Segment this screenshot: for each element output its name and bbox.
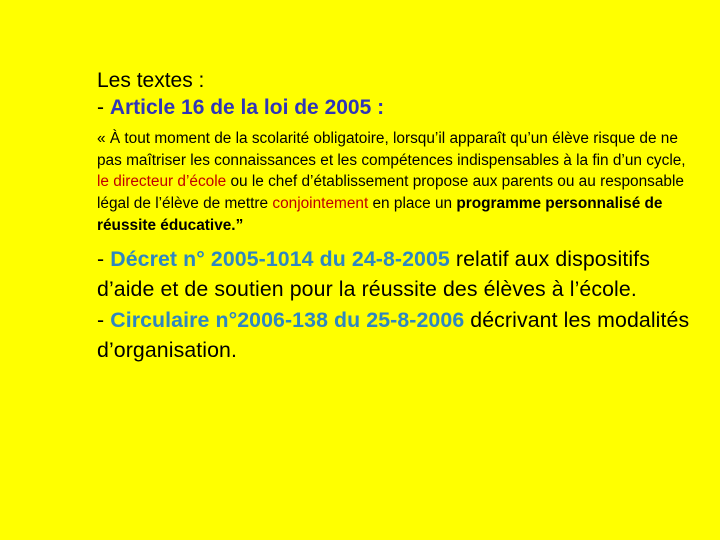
article-prefix: - [97, 96, 110, 119]
slide-content [97, 68, 697, 366]
quote-programme: programme personnalisé de réussite éducative. [97, 195, 663, 234]
circulaire-text: décrivant les modalités d’organisation. [97, 307, 690, 363]
circulaire-title: Circulaire n°2006-138 du 25-8-2006 [110, 307, 465, 332]
quote-part-3: en place un [368, 195, 457, 213]
decret-prefix: - [97, 246, 111, 271]
decret-title: Décret n° 2005-1014 du 24-8-2005 [110, 246, 450, 271]
article-line [97, 94, 697, 122]
quote-closing: ” [235, 216, 244, 234]
decret-text: relatif aux dispositifs d’aide et de soutien pour la réussite des élèves à l’école. [97, 246, 650, 302]
quote-part-1: « À tout moment de la scolarité obligatoire, lorsqu’il apparaît qu’un élève risque de ne pas maîtriser les connaissances et les compétences indispensables à la fin d’un cycle, [97, 130, 686, 169]
quote-directeur: le directeur d’école [97, 173, 227, 191]
article-quote [97, 128, 697, 237]
heading-text: Les textes : [97, 69, 205, 92]
quote-part-2: ou le chef d’établissement propose aux parents ou au responsable légal de l’élève de mettre [97, 173, 684, 213]
slide-heading [97, 68, 697, 94]
article-title: Article 16 de la loi de 2005 : [109, 96, 385, 119]
circulaire-prefix: - [97, 307, 111, 332]
quote-conjointement: conjointement [272, 195, 369, 213]
references [97, 244, 697, 366]
